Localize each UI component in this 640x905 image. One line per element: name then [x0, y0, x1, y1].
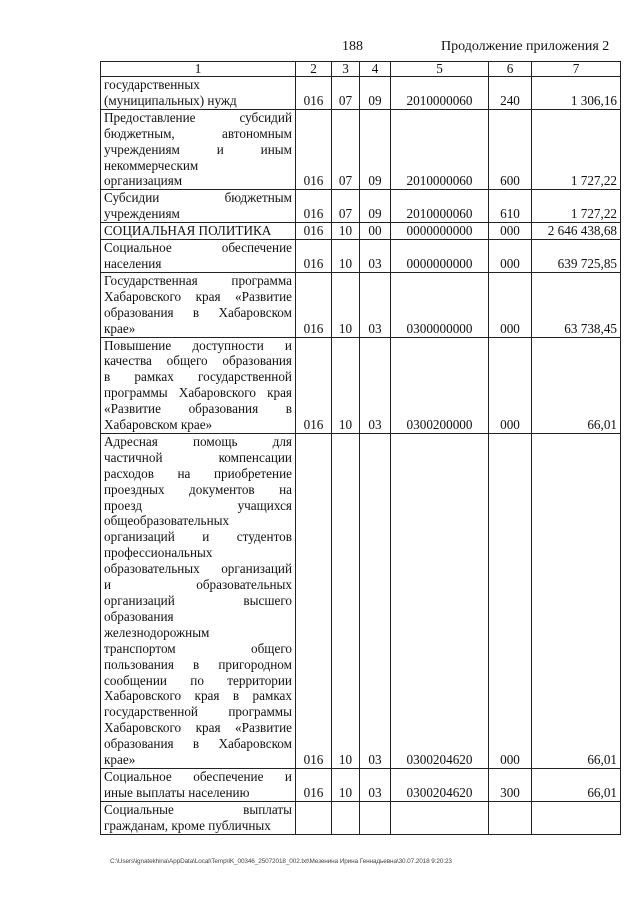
column-header: 5	[391, 62, 489, 77]
expense-name-line: Хабаровского края в рамках	[104, 688, 292, 704]
table-row	[101, 801, 621, 834]
column-number-row	[101, 62, 621, 77]
file-path-footer: C:\Users\ignatekhina\AppData\Local\Temp\IK_00346_25072018_002.txt\Мезенина Ирина Геннадьевна\30.07.2018 9:20:23	[110, 858, 452, 865]
expense-name-line: гражданам, кроме публичных	[104, 817, 271, 833]
table-row	[101, 768, 621, 801]
expense-name-cell	[101, 272, 296, 337]
admin-code-cell: 016	[296, 109, 332, 190]
admin-code-cell: 016	[296, 240, 332, 273]
amount-cell: 66,01	[532, 768, 621, 801]
target-article-cell: 0300204620	[391, 433, 489, 768]
subsection-code-cell: 03	[360, 768, 391, 801]
amount-cell: 2 646 438,68	[532, 223, 621, 240]
table-row	[101, 240, 621, 273]
subsection-code-cell: 03	[360, 337, 391, 433]
amount-cell: 63 738,45	[532, 272, 621, 337]
expense-name-line: Повышение доступности и	[104, 337, 292, 353]
table-row	[101, 433, 621, 768]
table-row	[101, 190, 621, 223]
expense-name-line: населения	[104, 255, 162, 271]
amount-cell: 1 727,22	[532, 190, 621, 223]
expense-name-cell	[101, 109, 296, 190]
amount-cell	[532, 801, 621, 834]
section-code-cell: 10	[332, 223, 360, 240]
amount-cell: 1 306,16	[532, 77, 621, 110]
expense-kind-cell: 000	[489, 223, 532, 240]
column-header: 7	[532, 62, 621, 77]
expense-name-line: образовательных организаций	[104, 561, 292, 577]
expense-name-line: Хабаровского края «Развитие	[104, 288, 292, 304]
target-article-cell: 0300204620	[391, 768, 489, 801]
expense-name-line: образования в Хабаровском	[104, 736, 292, 752]
expense-name-cell	[101, 801, 296, 834]
expense-name-line: учреждениям	[104, 206, 180, 222]
expense-name-line: иные выплаты населению	[104, 784, 250, 800]
expense-kind-cell	[489, 801, 532, 834]
expense-name-line: учреждениям и иным	[104, 141, 292, 157]
expense-name-line: некоммерческим	[104, 157, 199, 173]
expense-kind-cell: 000	[489, 433, 532, 768]
amount-cell: 1 727,22	[532, 109, 621, 190]
amount-cell: 66,01	[532, 337, 621, 433]
expense-name-cell	[101, 433, 296, 768]
expense-name-line: образования	[104, 608, 174, 624]
expense-name-line: Адресная помощь для	[104, 433, 292, 449]
expense-name-line: Предоставление субсидий	[104, 109, 292, 125]
expense-name-cell	[101, 77, 296, 110]
target-article-cell: 0000000000	[391, 223, 489, 240]
expense-name-cell	[101, 240, 296, 273]
target-article-cell: 2010000060	[391, 190, 489, 223]
table-row	[101, 77, 621, 110]
expense-name-line: пользования в пригородном	[104, 656, 292, 672]
expense-name-line: организаций высшего	[104, 593, 292, 608]
column-header: 6	[489, 62, 532, 77]
expense-kind-cell: 000	[489, 337, 532, 433]
admin-code-cell	[296, 801, 332, 834]
expense-name-line: расходов на приобретение	[104, 465, 292, 481]
expense-name-cell	[101, 768, 296, 801]
target-article-cell: 0300000000	[391, 272, 489, 337]
section-code-cell: 10	[332, 337, 360, 433]
column-header: 2	[296, 62, 332, 77]
expense-kind-cell: 600	[489, 109, 532, 190]
expense-name-line: сообщении по территории	[104, 672, 292, 688]
expense-name-line: и образовательных	[104, 577, 292, 593]
expense-kind-cell: 300	[489, 768, 532, 801]
section-code-cell	[332, 801, 360, 834]
expense-name-line: организаций и студентов	[104, 529, 292, 545]
expense-name-cell	[101, 190, 296, 223]
expense-name-line: «Развитие образования в	[104, 401, 292, 417]
expense-name-line: государственной программы	[104, 704, 292, 720]
expense-name-line: программы Хабаровского края	[104, 385, 292, 401]
appendix-continuation-label: Продолжение приложения 2	[441, 39, 610, 54]
subsection-code-cell: 09	[360, 77, 391, 110]
subsection-code-cell	[360, 801, 391, 834]
expense-name-line: Хабаровского края «Развитие	[104, 720, 292, 736]
admin-code-cell: 016	[296, 190, 332, 223]
table-row	[101, 337, 621, 433]
expense-name-line: Хабаровском крае»	[104, 417, 213, 433]
target-article-cell: 2010000060	[391, 77, 489, 110]
expense-kind-cell: 000	[489, 272, 532, 337]
subsection-code-cell: 09	[360, 190, 391, 223]
subsection-code-cell: 00	[360, 223, 391, 240]
expense-name-line: Социальное обеспечение и	[104, 768, 292, 784]
table-row	[101, 272, 621, 337]
admin-code-cell: 016	[296, 223, 332, 240]
admin-code-cell: 016	[296, 768, 332, 801]
expense-name-line: железнодорожным	[104, 624, 210, 640]
expense-name-line: общеобразовательных	[104, 513, 230, 529]
subsection-code-cell: 03	[360, 272, 391, 337]
expense-name-line: крае»	[104, 752, 136, 768]
target-article-cell	[391, 801, 489, 834]
expense-kind-cell: 610	[489, 190, 532, 223]
page-number: 188	[342, 39, 363, 54]
section-code-cell: 10	[332, 272, 360, 337]
section-code-cell: 10	[332, 768, 360, 801]
expense-name-line: государственных	[104, 77, 200, 92]
column-header: 3	[332, 62, 360, 77]
expense-kind-cell: 000	[489, 240, 532, 273]
column-header: 1	[101, 62, 296, 77]
expense-name-line: в рамках государственной	[104, 369, 292, 385]
expense-name-line: транспортом общего	[104, 640, 292, 656]
expense-name-line: СОЦИАЛЬНАЯ ПОЛИТИКА	[104, 223, 272, 239]
target-article-cell: 0000000000	[391, 240, 489, 273]
admin-code-cell: 016	[296, 433, 332, 768]
expense-name-line: Социальные выплаты	[104, 801, 292, 817]
target-article-cell: 2010000060	[391, 109, 489, 190]
amount-cell: 66,01	[532, 433, 621, 768]
expense-name-line: качества общего образования	[104, 353, 292, 369]
expense-name-line: Государственная программа	[104, 272, 292, 288]
expense-name-line: (муниципальных) нужд	[104, 92, 237, 108]
expense-name-cell	[101, 337, 296, 433]
expense-name-line: крае»	[104, 320, 136, 336]
budget-table-body	[101, 77, 621, 835]
expense-kind-cell: 240	[489, 77, 532, 110]
section-code-cell: 10	[332, 240, 360, 273]
section-code-cell: 07	[332, 190, 360, 223]
section-code-cell: 07	[332, 109, 360, 190]
table-row	[101, 223, 621, 240]
subsection-code-cell: 09	[360, 109, 391, 190]
expense-name-line: организациям	[104, 173, 183, 189]
expense-name-line: Субсидии бюджетным	[104, 190, 292, 206]
column-header: 4	[360, 62, 391, 77]
table-row	[101, 109, 621, 190]
expense-name-cell	[101, 223, 296, 240]
expense-name-line: частичной компенсации	[104, 449, 292, 465]
target-article-cell: 0300200000	[391, 337, 489, 433]
section-code-cell: 10	[332, 433, 360, 768]
expense-name-line: проезд учащихся	[104, 497, 292, 513]
admin-code-cell: 016	[296, 77, 332, 110]
expense-name-line: профессиональных	[104, 545, 213, 561]
admin-code-cell: 016	[296, 272, 332, 337]
subsection-code-cell: 03	[360, 240, 391, 273]
section-code-cell: 07	[332, 77, 360, 110]
admin-code-cell: 016	[296, 337, 332, 433]
expense-name-line: бюджетным, автономным	[104, 125, 292, 141]
expense-name-line: проездных документов на	[104, 481, 292, 497]
subsection-code-cell: 03	[360, 433, 391, 768]
expense-name-line: образования в Хабаровском	[104, 304, 292, 320]
expense-name-line: Социальное обеспечение	[104, 240, 292, 256]
budget-table	[100, 61, 621, 835]
amount-cell: 639 725,85	[532, 240, 621, 273]
